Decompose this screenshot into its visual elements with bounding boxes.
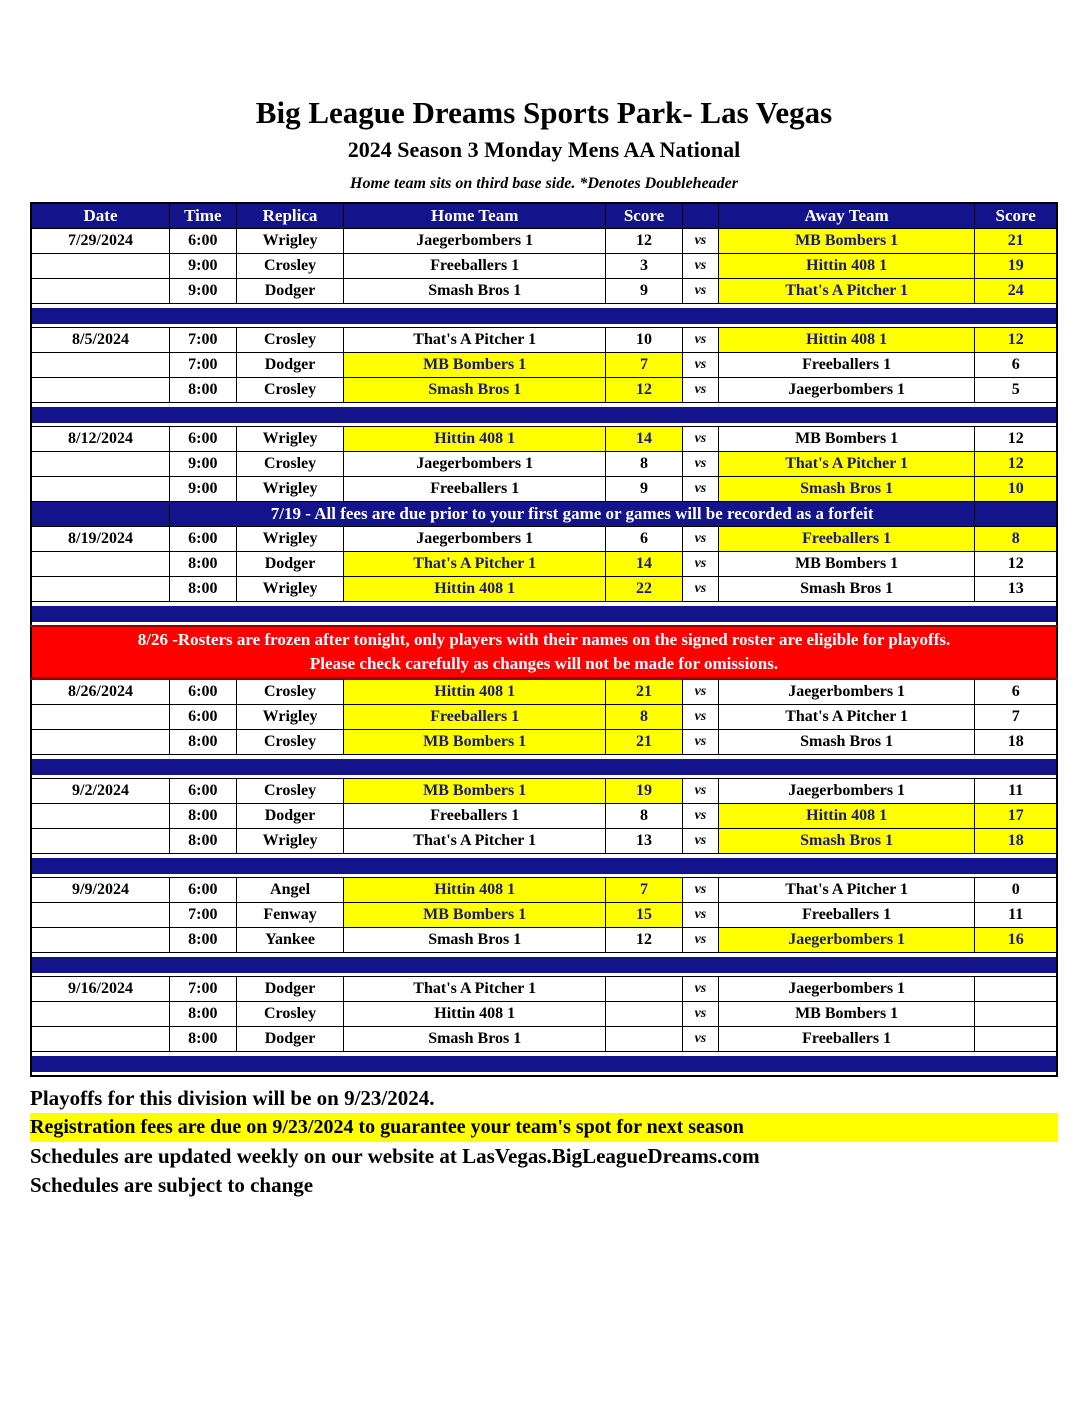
separator-bar bbox=[32, 759, 1056, 775]
game-row bbox=[31, 527, 1057, 552]
cell-time: 6:00 bbox=[170, 779, 237, 804]
cell-replica: Crosley bbox=[236, 779, 344, 804]
subject-to-change-note: Schedules are subject to change bbox=[30, 1173, 314, 1197]
cell-away-score: 0 bbox=[975, 878, 1057, 903]
cell-replica: Wrigley bbox=[236, 229, 344, 254]
game-row bbox=[31, 254, 1057, 279]
cell-home-score: 12 bbox=[606, 378, 683, 403]
cell-away-score: 24 bbox=[975, 279, 1057, 304]
cell-date bbox=[31, 279, 170, 304]
cell-date: 9/9/2024 bbox=[31, 878, 170, 903]
cell-replica: Yankee bbox=[236, 928, 344, 953]
cell-home-team: Hittin 408 1 bbox=[344, 577, 606, 602]
cell-home-team: MB Bombers 1 bbox=[344, 779, 606, 804]
separator-row bbox=[31, 755, 1057, 779]
cell-time: 9:00 bbox=[170, 452, 237, 477]
cell-replica: Dodger bbox=[236, 977, 344, 1002]
game-row bbox=[31, 477, 1057, 502]
game-row bbox=[31, 829, 1057, 854]
cell-replica: Wrigley bbox=[236, 705, 344, 730]
cell-home-team: Freeballers 1 bbox=[344, 477, 606, 502]
cell-time: 8:00 bbox=[170, 378, 237, 403]
cell-home-team: Freeballers 1 bbox=[344, 705, 606, 730]
playoffs-note: Playoffs for this division will be on 9/23/2024. bbox=[30, 1086, 435, 1110]
cell-away-team: MB Bombers 1 bbox=[718, 1002, 975, 1027]
fees-notice-row bbox=[31, 502, 1057, 527]
cell-date bbox=[31, 829, 170, 854]
cell-home-score: 8 bbox=[606, 452, 683, 477]
cell-replica: Wrigley bbox=[236, 527, 344, 552]
cell-away-score bbox=[975, 1027, 1057, 1052]
cell-home-team: That's A Pitcher 1 bbox=[344, 977, 606, 1002]
cell-home-score: 8 bbox=[606, 804, 683, 829]
cell-date bbox=[31, 1002, 170, 1027]
cell-home-score: 13 bbox=[606, 829, 683, 854]
cell-time: 8:00 bbox=[170, 829, 237, 854]
cell-replica: Crosley bbox=[236, 679, 344, 705]
cell-away-score: 18 bbox=[975, 829, 1057, 854]
cell-away-team: Jaegerbombers 1 bbox=[718, 779, 975, 804]
game-row bbox=[31, 903, 1057, 928]
game-row bbox=[31, 730, 1057, 755]
cell-home-score: 10 bbox=[606, 328, 683, 353]
cell-date: 8/5/2024 bbox=[31, 328, 170, 353]
separator-cell bbox=[31, 953, 1057, 977]
cell-time: 9:00 bbox=[170, 279, 237, 304]
cell-home-team: Hittin 408 1 bbox=[344, 878, 606, 903]
cell-date bbox=[31, 730, 170, 755]
game-row bbox=[31, 552, 1057, 577]
cell-time: 6:00 bbox=[170, 427, 237, 452]
cell-replica: Dodger bbox=[236, 353, 344, 378]
column-header-home-score: Score bbox=[606, 203, 683, 229]
game-row bbox=[31, 804, 1057, 829]
cell-date: 8/26/2024 bbox=[31, 679, 170, 705]
separator-bar bbox=[32, 407, 1056, 423]
vs-label: vs bbox=[682, 552, 718, 577]
table-header-row bbox=[31, 203, 1057, 229]
footer-notes bbox=[30, 1084, 1058, 1200]
cell-away-team: Smash Bros 1 bbox=[718, 730, 975, 755]
vs-label: vs bbox=[682, 977, 718, 1002]
separator-cell bbox=[31, 403, 1057, 427]
cell-replica: Angel bbox=[236, 878, 344, 903]
home-team-note: Home team sits on third base side. *Denotes Doubleheader bbox=[350, 175, 738, 192]
column-header-vs bbox=[682, 203, 718, 229]
cell-away-score: 6 bbox=[975, 679, 1057, 705]
cell-home-score bbox=[606, 977, 683, 1002]
cell-time: 7:00 bbox=[170, 977, 237, 1002]
separator-bar bbox=[32, 1056, 1056, 1072]
game-row bbox=[31, 1002, 1057, 1027]
game-row bbox=[31, 705, 1057, 730]
cell-away-score: 19 bbox=[975, 254, 1057, 279]
cell-replica: Crosley bbox=[236, 378, 344, 403]
cell-home-team: MB Bombers 1 bbox=[344, 353, 606, 378]
cell-away-team: MB Bombers 1 bbox=[718, 552, 975, 577]
separator-row bbox=[31, 403, 1057, 427]
cell-date bbox=[31, 254, 170, 279]
cell-away-team: Jaegerbombers 1 bbox=[718, 679, 975, 705]
game-row bbox=[31, 779, 1057, 804]
cell-away-team: That's A Pitcher 1 bbox=[718, 452, 975, 477]
column-header-home-team: Home Team bbox=[344, 203, 606, 229]
roster-notice-row bbox=[31, 626, 1057, 679]
cell-home-score: 9 bbox=[606, 477, 683, 502]
cell-time: 6:00 bbox=[170, 527, 237, 552]
cell-away-team: Freeballers 1 bbox=[718, 353, 975, 378]
cell-date bbox=[31, 577, 170, 602]
column-header-away-score: Score bbox=[975, 203, 1057, 229]
cell-home-score: 14 bbox=[606, 552, 683, 577]
cell-away-team: Jaegerbombers 1 bbox=[718, 928, 975, 953]
separator-cell bbox=[31, 755, 1057, 779]
cell-home-score: 9 bbox=[606, 279, 683, 304]
cell-home-team: Smash Bros 1 bbox=[344, 1027, 606, 1052]
cell-replica: Wrigley bbox=[236, 427, 344, 452]
cell-replica: Dodger bbox=[236, 1027, 344, 1052]
game-row bbox=[31, 1027, 1057, 1052]
game-row bbox=[31, 328, 1057, 353]
cell-date bbox=[31, 705, 170, 730]
cell-date bbox=[31, 353, 170, 378]
game-row bbox=[31, 577, 1057, 602]
cell-home-team: That's A Pitcher 1 bbox=[344, 552, 606, 577]
cell-replica: Fenway bbox=[236, 903, 344, 928]
vs-label: vs bbox=[682, 679, 718, 705]
vs-label: vs bbox=[682, 1002, 718, 1027]
cell-time: 7:00 bbox=[170, 328, 237, 353]
cell-home-score: 15 bbox=[606, 903, 683, 928]
cell-home-score: 8 bbox=[606, 705, 683, 730]
cell-date bbox=[31, 1027, 170, 1052]
cell-time: 7:00 bbox=[170, 903, 237, 928]
cell-away-team: Smash Bros 1 bbox=[718, 577, 975, 602]
cell-date: 9/2/2024 bbox=[31, 779, 170, 804]
game-row bbox=[31, 229, 1057, 254]
column-header-replica: Replica bbox=[236, 203, 344, 229]
cell-away-team: That's A Pitcher 1 bbox=[718, 878, 975, 903]
separator-cell bbox=[31, 304, 1057, 328]
cell-time: 6:00 bbox=[170, 229, 237, 254]
cell-home-team: Freeballers 1 bbox=[344, 804, 606, 829]
game-row bbox=[31, 928, 1057, 953]
vs-label: vs bbox=[682, 254, 718, 279]
separator-cell bbox=[31, 602, 1057, 627]
cell-home-team: Freeballers 1 bbox=[344, 254, 606, 279]
cell-home-team: Smash Bros 1 bbox=[344, 279, 606, 304]
roster-notice-line-1: 8/26 -Rosters are frozen after tonight, only players with their names on the signed roster are eligible for playoffs. bbox=[137, 630, 951, 649]
cell-date: 7/29/2024 bbox=[31, 229, 170, 254]
cell-away-team: Freeballers 1 bbox=[718, 903, 975, 928]
cell-replica: Wrigley bbox=[236, 829, 344, 854]
schedule-table bbox=[30, 202, 1058, 1077]
cell-date bbox=[31, 804, 170, 829]
cell-replica: Crosley bbox=[236, 452, 344, 477]
cell-time: 8:00 bbox=[170, 804, 237, 829]
game-row bbox=[31, 427, 1057, 452]
vs-label: vs bbox=[682, 328, 718, 353]
cell-away-team: Hittin 408 1 bbox=[718, 254, 975, 279]
cell-away-score: 11 bbox=[975, 779, 1057, 804]
cell-away-team: Freeballers 1 bbox=[718, 1027, 975, 1052]
cell-away-score: 11 bbox=[975, 903, 1057, 928]
separator-row bbox=[31, 953, 1057, 977]
separator-cell bbox=[31, 854, 1057, 878]
game-row bbox=[31, 878, 1057, 903]
cell-replica: Wrigley bbox=[236, 477, 344, 502]
separator-row bbox=[31, 1052, 1057, 1077]
cell-home-score: 7 bbox=[606, 878, 683, 903]
cell-date bbox=[31, 552, 170, 577]
fees-notice-score-cell bbox=[975, 502, 1057, 527]
cell-home-score bbox=[606, 1002, 683, 1027]
cell-away-score: 21 bbox=[975, 229, 1057, 254]
cell-time: 8:00 bbox=[170, 577, 237, 602]
cell-time: 7:00 bbox=[170, 353, 237, 378]
cell-home-team: Hittin 408 1 bbox=[344, 1002, 606, 1027]
vs-label: vs bbox=[682, 804, 718, 829]
cell-date bbox=[31, 928, 170, 953]
separator-row bbox=[31, 854, 1057, 878]
cell-away-score: 12 bbox=[975, 427, 1057, 452]
cell-away-score: 10 bbox=[975, 477, 1057, 502]
cell-away-team: Freeballers 1 bbox=[718, 527, 975, 552]
cell-replica: Crosley bbox=[236, 1002, 344, 1027]
cell-time: 8:00 bbox=[170, 1002, 237, 1027]
cell-time: 9:00 bbox=[170, 477, 237, 502]
cell-away-score: 13 bbox=[975, 577, 1057, 602]
cell-date bbox=[31, 452, 170, 477]
separator-row bbox=[31, 304, 1057, 328]
vs-label: vs bbox=[682, 279, 718, 304]
cell-home-team: MB Bombers 1 bbox=[344, 730, 606, 755]
cell-time: 8:00 bbox=[170, 552, 237, 577]
vs-label: vs bbox=[682, 730, 718, 755]
cell-away-score: 8 bbox=[975, 527, 1057, 552]
cell-away-score: 18 bbox=[975, 730, 1057, 755]
cell-date: 9/16/2024 bbox=[31, 977, 170, 1002]
game-row bbox=[31, 679, 1057, 705]
vs-label: vs bbox=[682, 705, 718, 730]
cell-home-team: MB Bombers 1 bbox=[344, 903, 606, 928]
cell-away-team: That's A Pitcher 1 bbox=[718, 705, 975, 730]
cell-replica: Dodger bbox=[236, 279, 344, 304]
vs-label: vs bbox=[682, 878, 718, 903]
cell-home-score bbox=[606, 1027, 683, 1052]
cell-replica: Wrigley bbox=[236, 577, 344, 602]
separator-bar bbox=[32, 957, 1056, 973]
cell-away-score: 7 bbox=[975, 705, 1057, 730]
cell-time: 8:00 bbox=[170, 730, 237, 755]
cell-away-score: 5 bbox=[975, 378, 1057, 403]
cell-home-score: 22 bbox=[606, 577, 683, 602]
game-row bbox=[31, 452, 1057, 477]
fees-notice-date-cell bbox=[31, 502, 170, 527]
cell-replica: Crosley bbox=[236, 328, 344, 353]
separator-bar bbox=[32, 606, 1056, 622]
cell-replica: Dodger bbox=[236, 804, 344, 829]
cell-home-score: 7 bbox=[606, 353, 683, 378]
vs-label: vs bbox=[682, 577, 718, 602]
vs-label: vs bbox=[682, 1027, 718, 1052]
vs-label: vs bbox=[682, 829, 718, 854]
column-header-away-team: Away Team bbox=[718, 203, 975, 229]
cell-time: 6:00 bbox=[170, 705, 237, 730]
cell-home-team: Hittin 408 1 bbox=[344, 427, 606, 452]
cell-home-score: 21 bbox=[606, 730, 683, 755]
separator-cell bbox=[31, 1052, 1057, 1077]
cell-time: 6:00 bbox=[170, 878, 237, 903]
game-row bbox=[31, 353, 1057, 378]
fees-notice-text: 7/19 - All fees are due prior to your first game or games will be recorded as a forfeit bbox=[170, 502, 975, 527]
cell-home-team: That's A Pitcher 1 bbox=[344, 328, 606, 353]
cell-home-team: Smash Bros 1 bbox=[344, 928, 606, 953]
cell-away-team: MB Bombers 1 bbox=[718, 229, 975, 254]
cell-date bbox=[31, 477, 170, 502]
cell-date: 8/12/2024 bbox=[31, 427, 170, 452]
cell-away-score bbox=[975, 1002, 1057, 1027]
vs-label: vs bbox=[682, 452, 718, 477]
cell-home-team: Smash Bros 1 bbox=[344, 378, 606, 403]
separator-row bbox=[31, 602, 1057, 627]
game-row bbox=[31, 977, 1057, 1002]
cell-time: 8:00 bbox=[170, 1027, 237, 1052]
cell-away-team: Jaegerbombers 1 bbox=[718, 977, 975, 1002]
cell-away-team: Smash Bros 1 bbox=[718, 477, 975, 502]
roster-notice-cell bbox=[31, 626, 1057, 679]
website-note: Schedules are updated weekly on our website at LasVegas.BigLeagueDreams.com bbox=[30, 1144, 760, 1168]
vs-label: vs bbox=[682, 353, 718, 378]
cell-home-team: Hittin 408 1 bbox=[344, 679, 606, 705]
cell-time: 6:00 bbox=[170, 679, 237, 705]
page-title: Big League Dreams Sports Park- Las Vegas bbox=[255, 95, 833, 130]
vs-label: vs bbox=[682, 903, 718, 928]
cell-date bbox=[31, 378, 170, 403]
cell-away-team: Jaegerbombers 1 bbox=[718, 378, 975, 403]
cell-away-score: 12 bbox=[975, 452, 1057, 477]
cell-away-score: 6 bbox=[975, 353, 1057, 378]
schedule-rows bbox=[31, 229, 1057, 1077]
vs-label: vs bbox=[682, 527, 718, 552]
cell-date: 8/19/2024 bbox=[31, 527, 170, 552]
page-subtitle: 2024 Season 3 Monday Mens AA National bbox=[347, 137, 741, 162]
roster-notice-line-2: Please check carefully as changes will not be made for omissions. bbox=[309, 654, 779, 673]
column-header-date: Date bbox=[31, 203, 170, 229]
cell-home-score: 14 bbox=[606, 427, 683, 452]
cell-away-team: That's A Pitcher 1 bbox=[718, 279, 975, 304]
game-row bbox=[31, 378, 1057, 403]
cell-home-team: That's A Pitcher 1 bbox=[344, 829, 606, 854]
separator-bar bbox=[32, 858, 1056, 874]
cell-home-score: 12 bbox=[606, 928, 683, 953]
cell-replica: Crosley bbox=[236, 254, 344, 279]
vs-label: vs bbox=[682, 928, 718, 953]
vs-label: vs bbox=[682, 427, 718, 452]
separator-bar bbox=[32, 308, 1056, 324]
game-row bbox=[31, 279, 1057, 304]
vs-label: vs bbox=[682, 378, 718, 403]
cell-away-score: 12 bbox=[975, 552, 1057, 577]
cell-home-score: 12 bbox=[606, 229, 683, 254]
cell-away-score: 16 bbox=[975, 928, 1057, 953]
cell-home-team: Jaegerbombers 1 bbox=[344, 527, 606, 552]
cell-replica: Crosley bbox=[236, 730, 344, 755]
cell-away-team: Hittin 408 1 bbox=[718, 328, 975, 353]
cell-home-score: 19 bbox=[606, 779, 683, 804]
vs-label: vs bbox=[682, 229, 718, 254]
cell-away-team: Hittin 408 1 bbox=[718, 804, 975, 829]
cell-time: 9:00 bbox=[170, 254, 237, 279]
cell-away-team: Smash Bros 1 bbox=[718, 829, 975, 854]
registration-fees-note: Registration fees are due on 9/23/2024 to guarantee your team's spot for next season bbox=[30, 1113, 1058, 1142]
vs-label: vs bbox=[682, 779, 718, 804]
cell-home-score: 6 bbox=[606, 527, 683, 552]
cell-date bbox=[31, 903, 170, 928]
cell-time: 8:00 bbox=[170, 928, 237, 953]
cell-away-score: 12 bbox=[975, 328, 1057, 353]
cell-away-score: 17 bbox=[975, 804, 1057, 829]
cell-home-team: Jaegerbombers 1 bbox=[344, 229, 606, 254]
cell-replica: Dodger bbox=[236, 552, 344, 577]
cell-home-team: Jaegerbombers 1 bbox=[344, 452, 606, 477]
cell-home-score: 21 bbox=[606, 679, 683, 705]
vs-label: vs bbox=[682, 477, 718, 502]
cell-away-score bbox=[975, 977, 1057, 1002]
cell-home-score: 3 bbox=[606, 254, 683, 279]
cell-away-team: MB Bombers 1 bbox=[718, 427, 975, 452]
column-header-time: Time bbox=[170, 203, 237, 229]
